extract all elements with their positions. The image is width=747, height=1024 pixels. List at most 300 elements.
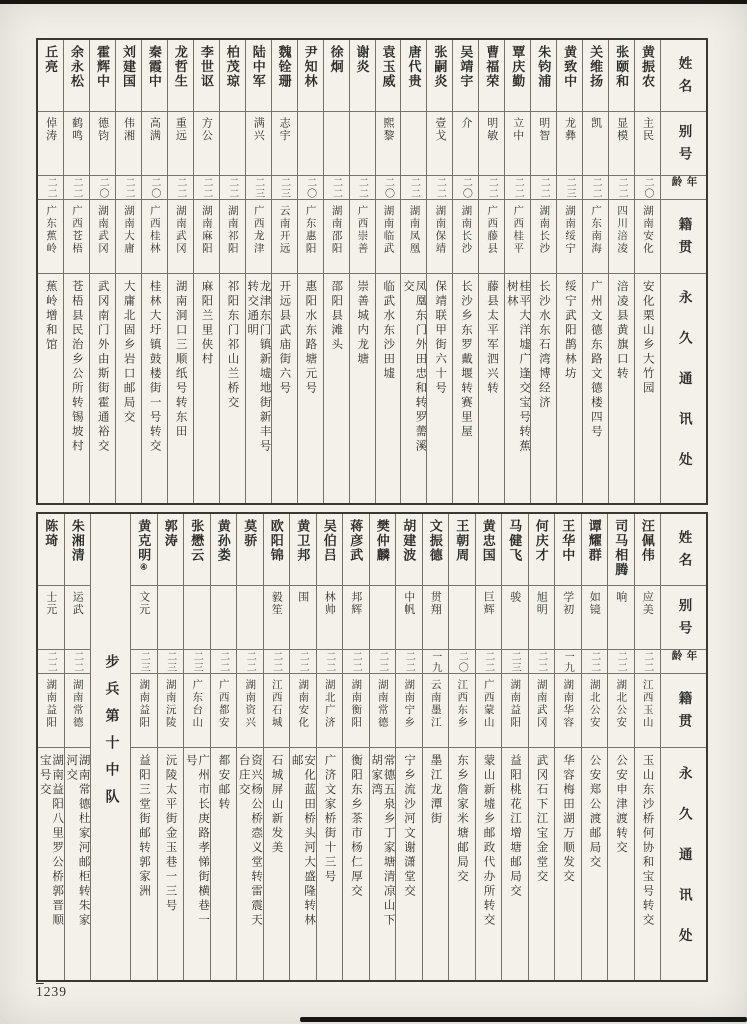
- age-text: 二三: [252, 176, 264, 199]
- native-text: 湖南衡阳: [350, 679, 362, 729]
- age-cell: [453, 176, 478, 200]
- native-cell: [479, 200, 504, 274]
- addr-text: 武冈石下江宝金堂交: [535, 754, 548, 885]
- name-cell: [529, 514, 555, 586]
- addr-text: 龙津东门镇新墟地街新丰号转交通明: [246, 280, 271, 454]
- addr-text: 益阳桃花江增塘邮局交: [508, 754, 521, 899]
- name-cell: [168, 40, 193, 112]
- name-text: 朱湘清: [69, 519, 85, 563]
- age-text: 二二: [330, 176, 342, 199]
- person-column: [504, 40, 530, 503]
- alias-cell: [324, 112, 349, 176]
- person-column: [528, 514, 555, 980]
- person-column: [530, 40, 556, 503]
- name-text: 覃庆勤: [510, 45, 526, 89]
- name-cell: [184, 514, 210, 586]
- person-column: [452, 40, 478, 503]
- alias-cell: [557, 112, 582, 176]
- hao-text: 骏: [508, 591, 521, 604]
- name-text: 黄孙娄: [215, 519, 231, 563]
- age-text: 二二: [323, 650, 335, 673]
- person-column: [554, 514, 581, 980]
- native-text: 湖南资兴: [244, 679, 256, 729]
- name-cell: [90, 40, 115, 112]
- native-cell: [272, 200, 297, 274]
- name-cell: [505, 40, 530, 112]
- person-column: [349, 40, 375, 503]
- person-column: [167, 40, 193, 503]
- age-text: 二〇: [304, 176, 316, 199]
- person-column: [634, 514, 661, 980]
- name-cell: [64, 40, 89, 112]
- age-text: 二二: [244, 650, 256, 673]
- addr-text: 广州文德东路文德楼四号: [589, 280, 602, 440]
- age-cell: [290, 650, 316, 674]
- native-text: 云南墨江: [429, 679, 441, 729]
- alias-cell: [401, 112, 426, 176]
- address-cell: [423, 748, 449, 980]
- age-cell: [608, 650, 634, 674]
- age-cell: [194, 176, 219, 200]
- age-text: 二〇: [97, 176, 108, 199]
- alias-cell: [264, 586, 290, 650]
- header-name-cell: [661, 40, 706, 112]
- age-text: 二〇: [460, 176, 472, 199]
- person-column: [89, 40, 115, 503]
- native-cell: [635, 200, 660, 274]
- native-text: 广西藤县: [486, 205, 498, 255]
- addr-text: 东乡詹家米塘邮局交: [455, 754, 468, 885]
- header-column: [660, 40, 706, 503]
- name-cell: [142, 40, 167, 112]
- address-cell: [582, 748, 608, 980]
- header-name-cell: [661, 514, 706, 586]
- person-column: [38, 514, 64, 980]
- native-cell: [131, 674, 157, 748]
- alias-cell: [184, 586, 210, 650]
- address-cell: [38, 748, 64, 980]
- person-column: [342, 514, 369, 980]
- name-cell: [502, 514, 528, 586]
- age-text: 二二: [122, 176, 134, 199]
- address-cell: [529, 748, 555, 980]
- age-cell: [582, 650, 608, 674]
- age-cell: [90, 176, 115, 200]
- name-text: 胡建波: [401, 519, 417, 563]
- name-text: 龙哲生: [172, 45, 188, 89]
- name-cell: [635, 514, 661, 586]
- alias-cell: [64, 112, 89, 176]
- native-text: 广西龙津: [252, 205, 264, 255]
- name-text: 吴伯吕: [321, 519, 337, 563]
- name-cell: [131, 514, 157, 586]
- addr-text: 惠阳水东路塘元号: [304, 280, 317, 396]
- address-cell: [237, 748, 263, 980]
- alias-cell: [343, 586, 369, 650]
- age-cell: [502, 650, 528, 674]
- age-cell: [376, 176, 401, 200]
- address-cell: [317, 748, 343, 980]
- name-text: 曹福荣: [484, 45, 500, 89]
- alias-cell: [272, 112, 297, 176]
- header-address-label: 永久通讯处: [676, 765, 692, 969]
- header-alias-label: 别号: [676, 597, 692, 643]
- age-cell: [635, 650, 661, 674]
- name-cell: [376, 40, 401, 112]
- age-text: 二二: [217, 650, 229, 673]
- native-cell: [317, 674, 343, 748]
- name-cell: [350, 40, 375, 112]
- addr-text: 武冈南门外由斯街霍通裕交: [96, 280, 109, 454]
- age-text: 二二: [356, 176, 368, 199]
- native-text: 广西桂林: [148, 205, 160, 255]
- address-cell: [583, 274, 608, 503]
- native-cell: [608, 674, 634, 748]
- age-cell: [38, 176, 63, 200]
- name-cell: [194, 40, 219, 112]
- age-cell: [635, 176, 660, 200]
- name-cell: [290, 514, 316, 586]
- age-cell: [479, 176, 504, 200]
- native-text: 湖南益阳: [509, 679, 521, 729]
- addr-text: 衡阳东乡茶市杨仁厚交: [349, 754, 362, 899]
- age-text: 二二: [616, 176, 628, 199]
- person-column: [316, 514, 343, 980]
- age-text: 二三: [278, 176, 290, 199]
- hao-text: 邦辉: [349, 591, 362, 616]
- person-column: [64, 514, 91, 980]
- name-text: 郭涛: [162, 519, 178, 548]
- addr-text: 崇善城内龙塘: [356, 280, 369, 367]
- header-alias-label: 别号: [676, 123, 692, 169]
- address-cell: [476, 748, 502, 980]
- header-native-label: 籍贯: [676, 216, 692, 262]
- addr-text: 墨江龙潭街: [429, 754, 442, 827]
- address-cell: [64, 274, 89, 503]
- age-text: 二二: [408, 176, 420, 199]
- native-text: 湖北广济: [323, 679, 335, 729]
- name-cell: [324, 40, 349, 112]
- age-text: 二二: [486, 176, 498, 199]
- addr-text: 凤凰东门外田忠和转罗薷溪交: [401, 280, 427, 454]
- person-column: [501, 514, 528, 980]
- alias-cell: [211, 586, 237, 650]
- person-column: [375, 40, 401, 503]
- alias-cell: [476, 586, 502, 650]
- name-cell: [476, 514, 502, 586]
- age-cell: [609, 176, 634, 200]
- native-text: 湖南武冈: [174, 205, 186, 255]
- age-text: 二二: [512, 176, 524, 199]
- age-text: 二二: [535, 650, 547, 673]
- name-text: 文振德: [427, 519, 443, 563]
- alias-cell: [38, 112, 63, 176]
- alias-cell: [529, 586, 555, 650]
- native-cell: [476, 674, 502, 748]
- name-text: 魏铨珊: [276, 45, 292, 89]
- hao-text: 林帅: [323, 591, 336, 616]
- hao-text: 士元: [44, 591, 57, 616]
- address-cell: [427, 274, 452, 503]
- alias-cell: [194, 112, 219, 176]
- person-column: [323, 40, 349, 503]
- person-column: [38, 40, 63, 503]
- alias-cell: [502, 586, 528, 650]
- age-text: 二二: [45, 650, 57, 673]
- name-cell: [272, 40, 297, 112]
- header-alias-cell: [661, 586, 706, 650]
- age-cell: [396, 650, 422, 674]
- address-cell: [505, 274, 530, 503]
- header-address-label: 永久通讯处: [676, 290, 692, 493]
- name-cell: [343, 514, 369, 586]
- native-cell: [401, 200, 426, 274]
- addr-text: 麻阳兰里侠村: [200, 280, 213, 367]
- name-cell: [531, 40, 556, 112]
- hao-text: 明敏: [485, 117, 498, 142]
- unit-label: 步兵第十中队: [103, 654, 119, 816]
- native-cell: [449, 674, 475, 748]
- name-text: 黄忠国: [480, 519, 496, 563]
- alias-cell: [131, 586, 157, 650]
- alias-cell: [237, 586, 263, 650]
- native-cell: [246, 200, 271, 274]
- age-cell: [423, 650, 449, 674]
- hao-text: 伟湘: [122, 117, 135, 142]
- age-cell: [555, 650, 581, 674]
- age-text: 二二: [403, 650, 415, 673]
- name-cell: [582, 514, 608, 586]
- person-column: [219, 40, 245, 503]
- native-cell: [324, 200, 349, 274]
- person-column: [263, 514, 290, 980]
- native-cell: [453, 200, 478, 274]
- alias-cell: [505, 112, 530, 176]
- person-column: [400, 40, 426, 503]
- native-cell: [396, 674, 422, 748]
- age-cell: [449, 650, 475, 674]
- addr-text: 安化栗山乡大竹园: [641, 280, 654, 396]
- alias-cell: [453, 112, 478, 176]
- age-text: 二二: [615, 650, 627, 673]
- address-cell: [449, 748, 475, 980]
- person-column: [183, 514, 210, 980]
- age-text: 二〇: [456, 650, 468, 673]
- addr-text: 长沙乡东罗戴堰转赛里屋: [460, 280, 473, 440]
- name-text: 黄致中: [562, 45, 578, 89]
- age-text: 二二: [45, 176, 57, 199]
- hao-text: 明智: [537, 117, 550, 142]
- native-text: 湖南华容: [562, 679, 574, 729]
- addr-text: 蕉岭增和馆: [44, 280, 57, 353]
- hao-text: 重远: [174, 117, 187, 142]
- name-text: 张嗣炎: [432, 45, 448, 89]
- alias-cell: [168, 112, 193, 176]
- name-cell: [158, 514, 184, 586]
- alias-cell: [220, 112, 245, 176]
- hao-text: 显模: [615, 117, 628, 142]
- name-annotation: ④: [139, 562, 149, 572]
- addr-text: 广州市长庚路孝悌街横巷一号: [184, 754, 210, 928]
- header-address-cell: [661, 748, 706, 980]
- address-cell: [264, 748, 290, 980]
- addr-text: 保靖联甲街六十号: [434, 280, 447, 396]
- address-cell: [609, 274, 634, 503]
- age-cell: [317, 650, 343, 674]
- native-cell: [376, 200, 401, 274]
- addr-text: 湖南常德杜家河邮柜转朱家河交: [65, 754, 90, 928]
- person-column: [245, 40, 271, 503]
- hao-text: 毅笙: [270, 591, 283, 616]
- address-cell: [116, 274, 141, 503]
- age-text: 二二: [641, 650, 653, 673]
- native-text: 四川涪凌: [616, 205, 628, 255]
- native-text: 湖北公安: [588, 679, 600, 729]
- header-native-cell: [661, 200, 706, 274]
- age-text: 二二: [376, 650, 388, 673]
- name-text: 谭耀群: [586, 519, 602, 563]
- scan-edge-top: [0, 0, 747, 4]
- address-cell: [211, 748, 237, 980]
- native-cell: [298, 200, 323, 274]
- native-cell: [635, 674, 661, 748]
- native-text: 湖南益阳: [45, 679, 57, 729]
- native-text: 湖北公安: [615, 679, 627, 729]
- person-column: [608, 40, 634, 503]
- name-text: 丘亮: [43, 45, 59, 74]
- alias-cell: [635, 112, 660, 176]
- native-cell: [168, 200, 193, 274]
- hao-text: 如镜: [588, 591, 601, 616]
- native-cell: [142, 200, 167, 274]
- addr-text: 公安申津渡转交: [614, 754, 627, 856]
- alias-cell: [531, 112, 556, 176]
- address-cell: [376, 274, 401, 503]
- native-text: 广西桂平: [512, 205, 524, 255]
- age-cell: [583, 176, 608, 200]
- addr-text: 玉山东沙桥何协和宝号转交: [641, 754, 654, 928]
- name-cell: [453, 40, 478, 112]
- age-text: 二二: [434, 176, 446, 199]
- person-column: [478, 40, 504, 503]
- name-cell: [609, 40, 634, 112]
- name-cell: [317, 514, 343, 586]
- native-cell: [350, 200, 375, 274]
- age-cell: [272, 176, 297, 200]
- age-cell: [168, 176, 193, 200]
- name-text: 莫骄: [242, 519, 258, 548]
- name-text: 柏茂琼: [224, 45, 240, 89]
- native-cell: [38, 674, 64, 748]
- name-text: 汪佩伟: [639, 519, 655, 563]
- age-cell: [505, 176, 530, 200]
- hao-text: 熙黎: [381, 117, 394, 142]
- age-cell: [370, 650, 396, 674]
- name-cell: [608, 514, 634, 586]
- name-cell: [396, 514, 422, 586]
- addr-text: 沅陵太平街金玉巷一三号: [164, 754, 177, 914]
- name-cell: [479, 40, 504, 112]
- address-cell: [635, 748, 661, 980]
- person-column: [556, 40, 582, 503]
- alias-cell: [142, 112, 167, 176]
- native-text: 广东南海: [590, 205, 602, 255]
- native-text: 湖南大庸: [122, 205, 134, 255]
- native-text: 广西蒙山: [482, 679, 494, 729]
- age-cell: [531, 176, 556, 200]
- name-cell: [401, 40, 426, 112]
- name-text: 欧阳锦: [268, 519, 284, 563]
- alias-cell: [423, 586, 449, 650]
- name-cell: [583, 40, 608, 112]
- address-cell: [324, 274, 349, 503]
- address-cell: [246, 274, 271, 503]
- alias-cell: [158, 586, 184, 650]
- addr-text: 蒙山新墟乡邮政代办所转交: [482, 754, 495, 928]
- native-text: 湖南祁阳: [226, 205, 238, 255]
- name-text: 朱钧浦: [536, 45, 552, 89]
- addr-text: 常德五泉乡丁家塘清凉山下胡家湾: [370, 754, 395, 928]
- addr-text: 广济文家桥街十三号: [323, 754, 336, 885]
- name-text: 陆中军: [250, 45, 266, 89]
- name-text: 霍辉中: [95, 45, 110, 89]
- roster-table-top: [36, 38, 708, 505]
- age-text: 一九: [429, 650, 441, 673]
- age-cell: [65, 650, 91, 674]
- native-text: 江西东乡: [456, 679, 468, 729]
- addr-text: 涪凌县黄旗口转: [615, 280, 628, 382]
- age-text: 二〇: [148, 176, 160, 199]
- address-cell: [272, 274, 297, 503]
- header-age-label: 年龄: [670, 176, 697, 189]
- alias-cell: [555, 586, 581, 650]
- address-cell: [531, 274, 556, 503]
- address-cell: [479, 274, 504, 503]
- native-cell: [158, 674, 184, 748]
- age-text: 二二: [588, 650, 600, 673]
- name-cell: [38, 514, 64, 586]
- age-text: 二二: [350, 650, 362, 673]
- age-text: 二二: [482, 650, 494, 673]
- hao-text: 德钧: [96, 117, 109, 142]
- native-text: 江西玉山: [641, 679, 653, 729]
- name-text: 马健飞: [507, 519, 523, 563]
- alias-cell: [246, 112, 271, 176]
- name-text: 王朝周: [454, 519, 470, 563]
- native-text: 湖南常德: [376, 679, 388, 729]
- alias-cell: [609, 112, 634, 176]
- alias-cell: [116, 112, 141, 176]
- native-text: 湖南绥宁: [564, 205, 576, 255]
- age-cell: [476, 650, 502, 674]
- header-name-label: 姓名: [676, 529, 692, 575]
- age-cell: [131, 650, 157, 674]
- age-cell: [64, 176, 89, 200]
- native-cell: [38, 200, 63, 274]
- addr-text: 益阳三堂街邮转郭家洲: [137, 754, 150, 899]
- person-column: [475, 514, 502, 980]
- native-cell: [343, 674, 369, 748]
- addr-text: 桂平大洋墟广逢交宝号转蕉树林: [505, 280, 531, 454]
- hao-text: 应美: [641, 591, 654, 616]
- hao-text: 中帆: [402, 591, 415, 616]
- alias-cell: [38, 586, 64, 650]
- native-cell: [555, 674, 581, 748]
- person-column: [607, 514, 634, 980]
- native-text: 湖南长沙: [460, 205, 472, 255]
- hao-text: 龙彝: [563, 117, 576, 142]
- age-cell: [401, 176, 426, 200]
